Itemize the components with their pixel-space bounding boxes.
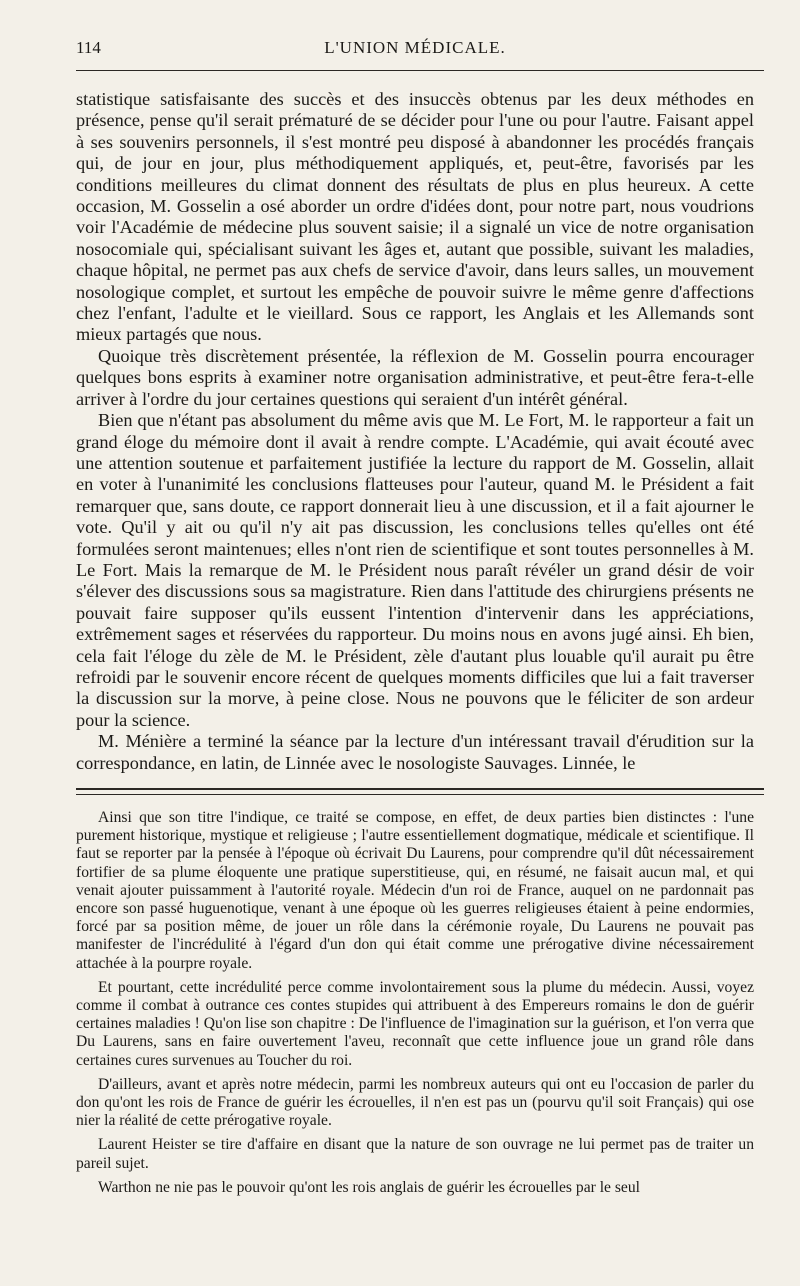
section-divider [76,788,764,795]
footnote-text [76,809,754,1197]
footnote-paragraph: Laurent Heister se tire d'affaire en disant que la nature de son ouvrage ne lui permet pas de traiter un pareil sujet. [76,1136,754,1172]
running-header [76,38,764,71]
footnote-paragraph: Et pourtant, cette incrédulité perce comme involontairement sous la plume du médecin. Aussi, voyez comme il combat à outrance ces contes stupides qui attribuent à des Empereurs romains le don de guérir certaines maladies ! Qu'on lise son chapitre : De l'influence de l'imagination sur la guérison, et l'on verra que Du Laurens, sans en faire ouvertement l'aveu, reconnaît que cette influence joue un grand rôle dans certaines cures survenues au Toucher du roi. [76,978,754,1069]
footnote-paragraph: Warthon ne nie pas le pouvoir qu'ont les rois anglais de guérir les écrouelles par le seul [98,1178,640,1196]
paragraph: Quoique très discrètement présentée, la réflexion de M. Gosselin pourra encourager quelques bons esprits à examiner notre organisation administrative, et peut-être fera-t-elle arriver à l'ordre du jour certaines questions qui seraient d'un intérêt général. [76,345,754,409]
paragraph: Bien que n'étant pas absolument du même avis que M. Le Fort, M. le rapporteur a fait un grand éloge du mémoire dont il avait à rendre compte. L'Académie, qui avait écouté avec une attention soutenue et parfaitement justifiée la lecture du rapport de M. Gosselin, allait en voter à l'unanimité les conclusions flatteuses pour l'auteur, quand M. le Président a fait remarquer que, sans doute, ce rapport donnerait lieu à une discussion, et il a fait ajourner le vote. Qu'il y ait ou qu'il n'y ait pas discussion, les conclusions telles qu'elles ont été formulées seront maintenues; elles n'ont rien de scientifique et sont toutes personnelles à M. Le Fort. Mais la remarque de M. le Président nous paraît révéler un grand désir de voir s'élever des discussions sous sa magistrature. Rien dans l'attitude des chirurgiens présents ne pouvait faire supposer qu'ils eussent l'intention d'intervenir dans les appréciations, extrêmement sages et réservées du rapporteur. Du moins nous en avons jugé ainsi. Eh bien, cela fait l'éloge du zèle de M. le Président, zèle d'autant plus louable qu'il aurait pu être refroidi par le souvenir encore récent de quelques moments difficiles que lui a fait traverser la discussion sur la morve, à peine close. Nous ne pouvons que le féliciter de son ardeur pour la science. [76,410,754,730]
journal-title: L'UNION MÉDICALE. [324,38,506,57]
paragraph: statistique satisfaisante des succès et des insuccès obtenus par les deux méthodes en présence, pense qu'il serait prématuré de se décider pour l'une ou pour l'autre. Faisant appel à ses souvenirs personnels, il s'est montré peu disposé à abandonner les procédés français qui, de jour en jour, plus méthodiquement appliqués, et, peut-être, favorisés par les conditions meilleures du climat donnent des résultats de plus en plus heureux. A cette occasion, M. Gosselin a osé aborder un ordre d'idées dont, pour notre part, nous voudrions voir l'Académie de médecine plus souvent saisie; il a signalé un vice de notre organisation nosocomiale qui, spécialisant suivant les âges et, autant que possible, suivant les maladies, chaque hôpital, ne permet pas aux chefs de service d'avoir, dans leurs salles, un mouvement nosologique complet, et surtout les empêche de pouvoir suivre le même genre d'affections chez l'enfant, l'adulte et le vieillard. Sous ce rapport, les Anglais et les Allemands sont mieux partagés que nous. [76,89,754,345]
main-text [76,89,754,774]
paragraph: M. Ménière a terminé la séance par la lecture d'un intéressant travail d'érudition sur la correspondance, en latin, de Linnée avec le nosologiste Sauvages. Linnée, le [76,731,754,773]
footnote-paragraph: D'ailleurs, avant et après notre médecin, parmi les nombreux auteurs qui ont eu l'occasion de parler du don qu'ont les rois de France de guérir les écrouelles, il n'en est pas un (pourvu qu'il soit Français) qui ose nier la réalité de cette prérogative royale. [76,1075,754,1130]
footnote-paragraph: Ainsi que son titre l'indique, ce traité se compose, en effet, de deux parties bien distinctes : l'une purement historique, mystique et religieuse ; l'autre essentiellement dogmatique, médicale et scientifique. Il faut se reporter par la pensée à l'époque où écrivait Du Laurens, pour comprendre qu'il dût nécessairement fortifier de sa plume éloquente une pratique superstitieuse, qui, en résumé, ne faisait aucun mal, et qui venait ajouter puissamment à l'autorité royale. Médecin d'un roi de France, auquel on ne pardonnait pas encore son passé huguenotique, venant à une époque où les guerres religieuses étaient à peine endormies, forcé par sa position même, de jouer un rôle dans la cérémonie royale, Du Laurens ne pouvait pas manifester de l'incrédulité à l'égard d'un don qui était comme une prérogative divine nécessairement attachée à la pourpre royale. [76,809,754,972]
page-number: 114 [76,38,101,57]
